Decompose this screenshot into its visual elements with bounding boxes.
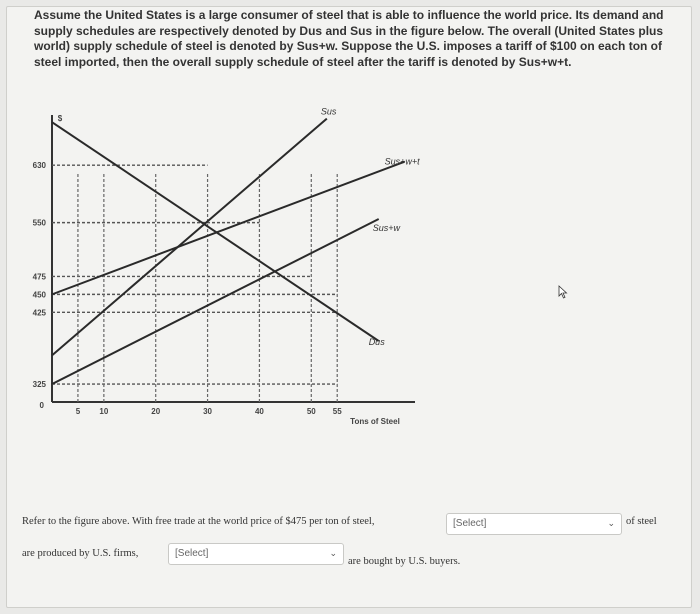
series-line-sus-w	[52, 219, 379, 384]
series-line-dus	[52, 122, 379, 341]
x-tick-label: 55	[332, 407, 342, 416]
select-produced-value: [Select]	[453, 518, 487, 529]
curve-label-sus-w: Sus+w	[372, 223, 400, 234]
x-tick-label: 30	[203, 407, 213, 416]
series-line-sus-w-t	[52, 162, 405, 295]
y-tick-label: 550	[32, 218, 46, 228]
curve-label-sus-w-t: Sus+w+t	[384, 156, 420, 167]
select-bought[interactable]	[168, 543, 344, 565]
x-tick-label: 50	[306, 407, 316, 416]
select-produced[interactable]	[446, 513, 622, 535]
prompt-part2: of steel	[626, 516, 657, 527]
x-tick-label: 40	[254, 407, 264, 416]
select-bought-value: [Select]	[175, 548, 209, 559]
chevron-down-icon: ⌄	[329, 548, 337, 558]
curve-label-sus: Sus	[320, 106, 337, 117]
y-tick-label: 450	[32, 290, 46, 300]
x-tick-label: 10	[99, 407, 109, 416]
series-line-sus	[52, 119, 327, 356]
curve-label-dus: Dus	[368, 337, 385, 348]
prompt-part4: are bought by U.S. buyers.	[348, 556, 461, 567]
x-tick-label: 20	[151, 407, 161, 416]
question-text: Assume the United States is a large consumer of steel that is able to influence the world price. Its demand and supply schedules are respectively denoted by Dus and Sus in the figure below. The overall (United States plus world) supply schedule of steel is denoted by Sus+w. Suppose the U.S. imposes a tariff of $100 on each ton of steel imported, then the overall supply schedule of steel after the tariff is denoted by Sus+w+t.	[34, 8, 664, 69]
origin-label: 0	[39, 401, 44, 410]
x-axis-label: Tons of Steel	[350, 417, 400, 426]
x-tick-label: 5	[75, 407, 81, 416]
mouse-cursor-icon	[558, 285, 568, 299]
prompt-part1: Refer to the figure above. With free trade at the world price of $475 per ton of steel,	[22, 516, 375, 527]
y-axis-label: $	[57, 114, 63, 123]
chevron-down-icon: ⌄	[607, 518, 615, 528]
y-tick-label: 475	[32, 272, 46, 282]
y-tick-label: 325	[32, 380, 46, 390]
y-tick-label: 630	[32, 161, 46, 171]
prompt-part3: are produced by U.S. firms,	[22, 548, 139, 559]
y-tick-label: 425	[32, 308, 46, 318]
